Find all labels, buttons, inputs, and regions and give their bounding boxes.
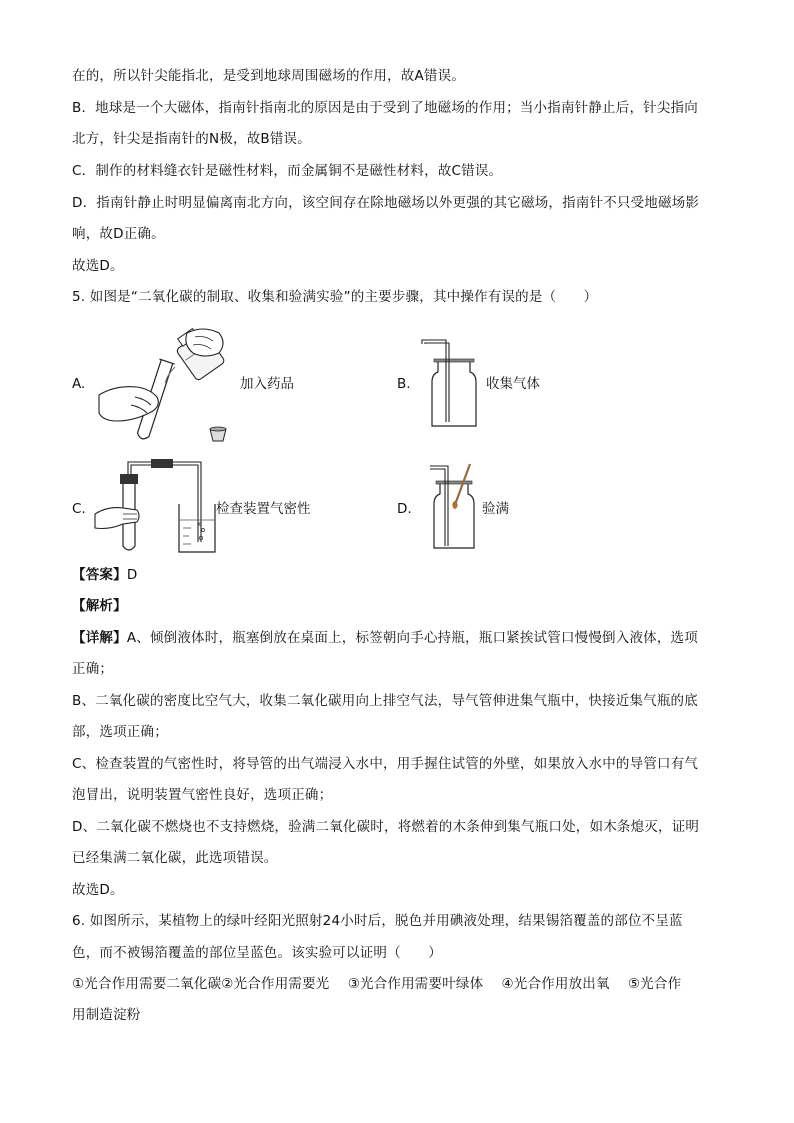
answer-value: D	[126, 567, 138, 583]
intro-line-5: D．指南针静止时明显偏离南北方向，该空间存在除地磁场以外更强的其它磁场，指南针不只受地磁场影	[72, 195, 700, 211]
intro-line-6: 响，故D正确。	[72, 226, 165, 242]
q6-options-line-2: 用制造淀粉	[72, 1007, 141, 1023]
option-d-letter: D.	[397, 501, 412, 517]
option-b-label: 收集气体	[486, 376, 540, 392]
q6-options-line-1: ①光合作用需要二氧化碳②光合作用需要光 ③光合作用需要叶绿体 ④光合作用放出氧 ⑤光合作	[72, 976, 682, 992]
analysis-line-6: 泡冒出，说明装置气密性良好，选项正确；	[72, 787, 333, 803]
answer-line	[72, 565, 137, 585]
detail-tag: 【详解】	[72, 630, 127, 646]
option-a-letter: A.	[72, 376, 86, 392]
intro-line-4: C．制作的材料缝衣针是磁性材料，而金属铜不是磁性材料，故C错误。	[72, 163, 503, 179]
analysis-line-9: 故选D。	[72, 882, 124, 898]
q6-stem-line-2: 色，而不被锡箔覆盖的部位呈蓝色。该实验可以证明（ ）	[72, 945, 442, 961]
analysis-line-4: 部，选项正确；	[72, 724, 168, 740]
q5-stem: 5. 如图是“二氧化碳的制取、收集和验满实验”的主要步骤，其中操作有误的是（ ）	[72, 289, 598, 305]
option-d-label: 验满	[482, 501, 509, 517]
option-c-letter: C.	[72, 501, 86, 517]
q6-stem-line-1: 6. 如图所示，某植物上的绿叶经阳光照射24小时后，脱色并用碘液处理，结果锡箔覆盖的部位不呈蓝	[72, 913, 683, 929]
answer-tag: 【答案】	[72, 567, 127, 583]
analysis-tag	[72, 596, 127, 616]
analysis-tag-text: 【解析】	[72, 598, 127, 614]
gas-collection-bottle-figure	[420, 338, 482, 430]
analysis-line-2: 正确；	[72, 661, 114, 677]
intro-line-2: B．地球是一个大磁体，指南针指南北的原因是由于受到了地磁场的作用；当小指南针静止后，针尖指向	[72, 100, 698, 116]
analysis-line-1	[72, 628, 698, 648]
full-check-figure	[426, 462, 486, 552]
analysis-line-7: D、二氧化碳不燃烧也不支持燃烧，验满二氧化碳时，将燃着的木条伸到集气瓶口处，如木条熄灭，证明	[72, 819, 700, 835]
option-c-label: 检查装置气密性	[216, 501, 311, 517]
intro-line-3: 北方，针尖是指南针的N极，故B错误。	[72, 131, 311, 147]
airtightness-check-figure	[93, 458, 218, 558]
analysis-text-1: A、倾倒液体时，瓶塞倒放在桌面上，标签朝向手心持瓶，瓶口紧挨试管口慢慢倒入液体，选项	[126, 630, 698, 646]
pouring-reagent-figure	[95, 325, 235, 450]
intro-line-7: 故选D。	[72, 258, 124, 274]
analysis-line-5: C、检查装置的气密性时，将导管的出气端浸入水中，用手握住试管的外壁，如果放入水中的导管口有气	[72, 756, 699, 772]
intro-line-1: 在的，所以针尖能指北，是受到地球周围磁场的作用，故A错误。	[72, 68, 466, 84]
option-b-letter: B.	[397, 376, 411, 392]
option-a-label: 加入药品	[240, 376, 294, 392]
analysis-line-8: 已经集满二氧化碳，此选项错误。	[72, 850, 278, 866]
analysis-line-3: B、二氧化碳的密度比空气大，收集二氧化碳用向上排空气法，导气管伸进集气瓶中，快接近集气瓶的底	[72, 693, 698, 709]
